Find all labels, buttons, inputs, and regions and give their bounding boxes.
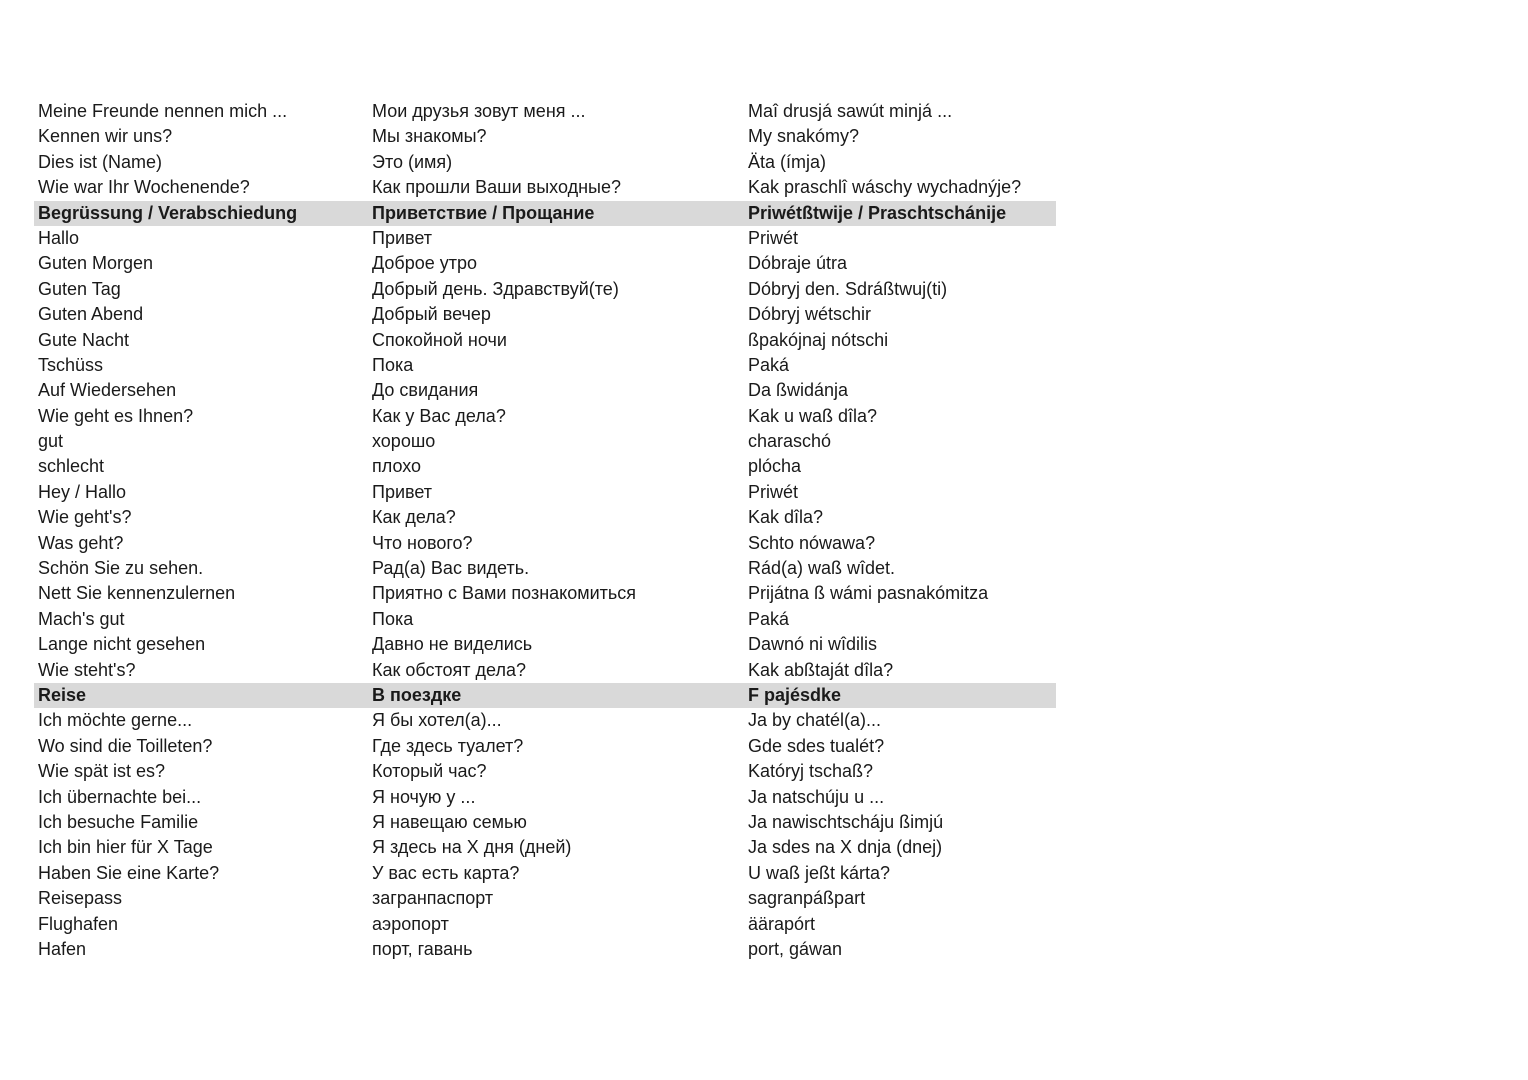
russian-cell: хорошо: [372, 431, 436, 452]
transliteration-cell: Paká: [748, 608, 790, 629]
russian-cell: Приятно с Вами познакомиться: [372, 583, 637, 604]
transliteration-cell: Ja nawischtscháju ßimjú: [748, 811, 944, 832]
transliteration-cell: Priwétßtwije / Praschtschánije: [748, 202, 1007, 223]
phrase-row: [34, 226, 1056, 251]
german-cell: Meine Freunde nennen mich ...: [38, 101, 288, 121]
transliteration-cell: Ja sdes na X dnja (dnej): [748, 837, 943, 858]
russian-cell: Привет: [372, 227, 433, 248]
phrase-row: [34, 175, 1056, 200]
german-cell: Wie geht es Ihnen?: [38, 405, 194, 426]
phrase-row: [34, 734, 1056, 759]
russian-cell: Пока: [372, 608, 414, 629]
german-cell: Reisepass: [38, 888, 123, 909]
phrase-row: [34, 378, 1056, 403]
transliteration-cell: Priwét: [748, 227, 799, 248]
phrase-row: [34, 759, 1056, 784]
phrase-row: [34, 124, 1056, 149]
german-cell: Haben Sie eine Karte?: [38, 862, 220, 883]
german-cell: Ich übernachte bei...: [38, 786, 202, 807]
transliteration-cell: Dóbraje útra: [748, 253, 848, 274]
phrase-row: [34, 531, 1056, 556]
transliteration-cell: Äta (ímja): [748, 151, 827, 172]
phrase-row: [34, 861, 1056, 886]
german-cell: Lange nicht gesehen: [38, 634, 206, 655]
german-cell: Schön Sie zu sehen.: [38, 558, 204, 579]
russian-cell: Мои друзья зовут меня ...: [372, 101, 586, 121]
phrase-row: [34, 302, 1056, 327]
transliteration-cell: Katóryj tschaß?: [748, 761, 874, 782]
transliteration-cell: Kak praschlî wáschy wychadnýje?: [748, 177, 1022, 198]
german-cell: Wo sind die Toilleten?: [38, 735, 213, 756]
russian-cell: Как у Вас дела?: [372, 405, 506, 426]
russian-cell: У вас есть карта?: [372, 862, 520, 883]
german-cell: Gute Nacht: [38, 329, 130, 350]
phrase-row: [34, 937, 1056, 962]
transliteration-cell: Da ßwidánja: [748, 380, 849, 401]
russian-cell: Я навещаю семью: [372, 811, 527, 832]
phrase-row: [34, 454, 1056, 479]
russian-cell: Давно не виделись: [372, 634, 533, 655]
russian-cell: В поездке: [372, 684, 462, 705]
phrase-table: [34, 99, 1056, 962]
german-cell: Wie geht's?: [38, 507, 132, 528]
phrase-row: [34, 277, 1056, 302]
russian-cell: Добрый день. Здравствуй(те): [372, 278, 619, 299]
phrase-row: [34, 353, 1056, 378]
transliteration-cell: Paká: [748, 354, 790, 375]
transliteration-cell: Priwét: [748, 481, 799, 502]
transliteration-cell: F pajésdke: [748, 684, 842, 705]
german-cell: Wie spät ist es?: [38, 761, 166, 782]
phrase-row: [34, 708, 1056, 733]
german-cell: schlecht: [38, 456, 105, 477]
german-cell: Mach's gut: [38, 608, 125, 629]
phrase-row: [34, 404, 1056, 429]
transliteration-cell: sagranpáßpart: [748, 888, 866, 909]
russian-cell: Добрый вечер: [372, 304, 491, 325]
transliteration-cell: My snakómy?: [748, 126, 860, 147]
transliteration-cell: charaschó: [748, 431, 832, 452]
german-cell: Wie war Ihr Wochenende?: [38, 177, 250, 198]
phrase-row: [34, 328, 1056, 353]
phrase-row: [34, 505, 1056, 530]
phrase-row: [34, 150, 1056, 175]
transliteration-cell: Dóbryj den. Sdráßtwuj(ti): [748, 278, 948, 299]
transliteration-cell: Ja by chatél(a)...: [748, 710, 882, 731]
german-cell: Reise: [38, 684, 87, 705]
german-cell: Guten Tag: [38, 278, 121, 299]
transliteration-cell: ßpakójnaj nótschi: [748, 329, 889, 350]
transliteration-cell: Dóbryj wétschir: [748, 304, 872, 325]
russian-cell: Что нового?: [372, 532, 473, 553]
russian-cell: загранпаспорт: [372, 888, 494, 909]
russian-cell: До свидания: [372, 380, 479, 401]
german-cell: Wie steht's?: [38, 659, 136, 680]
german-cell: Hey / Hallo: [38, 481, 127, 502]
transliteration-cell: Ja natschúju u ...: [748, 786, 885, 807]
russian-cell: Я здесь на X дня (дней): [372, 837, 572, 858]
german-cell: Ich bin hier für X Tage: [38, 837, 213, 858]
german-cell: Guten Morgen: [38, 253, 154, 274]
german-cell: Ich besuche Familie: [38, 811, 199, 832]
phrase-row: [34, 429, 1056, 454]
german-cell: Hallo: [38, 227, 80, 248]
transliteration-cell: plócha: [748, 456, 802, 477]
german-cell: gut: [38, 431, 64, 452]
russian-cell: Мы знакомы?: [372, 126, 487, 147]
russian-cell: Рад(а) Вас видеть.: [372, 558, 530, 579]
transliteration-cell: Prijátna ß wámi pasnakómitza: [748, 583, 989, 604]
transliteration-cell: Maî drusjá sawút minjá ...: [748, 101, 953, 121]
russian-cell: плохо: [372, 456, 422, 477]
german-cell: Guten Abend: [38, 304, 144, 325]
german-cell: Kennen wir uns?: [38, 126, 173, 147]
russian-cell: Как прошли Ваши выходные?: [372, 177, 621, 198]
russian-cell: Спокойной ночи: [372, 329, 507, 350]
transliteration-cell: Kak u waß dîla?: [748, 405, 878, 426]
russian-cell: Я бы хотел(а)...: [372, 710, 502, 731]
russian-cell: порт, гавань: [372, 938, 473, 959]
phrase-row: [34, 632, 1056, 657]
transliteration-cell: U waß jeßt kárta?: [748, 862, 891, 883]
phrase-row: [34, 785, 1056, 810]
german-cell: Nett Sie kennenzulernen: [38, 583, 236, 604]
transliteration-cell: Rád(a) waß wîdet.: [748, 558, 896, 579]
german-cell: Tschüss: [38, 354, 104, 375]
transliteration-cell: Schto nówawa?: [748, 532, 876, 553]
phrase-row: [34, 581, 1056, 606]
phrase-row: [34, 835, 1056, 860]
german-cell: Begrüssung / Verabschiedung: [38, 202, 298, 223]
german-cell: Dies ist (Name): [38, 151, 163, 172]
russian-cell: Это (имя): [372, 151, 453, 172]
phrase-row: [34, 658, 1056, 683]
russian-cell: Пока: [372, 354, 414, 375]
russian-cell: Приветствие / Прощание: [372, 202, 595, 223]
russian-cell: Как дела?: [372, 507, 456, 528]
russian-cell: Привет: [372, 481, 433, 502]
russian-cell: Который час?: [372, 761, 487, 782]
russian-cell: Как обстоят дела?: [372, 659, 526, 680]
russian-cell: аэропорт: [372, 913, 449, 934]
phrase-row: [34, 99, 1056, 124]
german-cell: Ich möchte gerne...: [38, 710, 193, 731]
phrase-row: [34, 251, 1056, 276]
transliteration-cell: Kak abßtaját dîla?: [748, 659, 894, 680]
phrase-row: [34, 480, 1056, 505]
transliteration-cell: port, gáwan: [748, 938, 843, 959]
phrase-row: [34, 607, 1056, 632]
section-header-row: [34, 683, 1056, 708]
russian-cell: Я ночую у ...: [372, 786, 476, 807]
section-header-row: [34, 201, 1056, 226]
transliteration-cell: Dawnó ni wîdilis: [748, 634, 878, 655]
phrase-row: [34, 912, 1056, 937]
transliteration-cell: äärapórt: [748, 913, 816, 934]
russian-cell: Доброе утро: [372, 253, 478, 274]
german-cell: Was geht?: [38, 532, 124, 553]
russian-cell: Где здесь туалет?: [372, 735, 524, 756]
german-cell: Flughafen: [38, 913, 119, 934]
phrase-row: [34, 886, 1056, 911]
phrase-row: [34, 556, 1056, 581]
transliteration-cell: Kak dîla?: [748, 507, 824, 528]
german-cell: Hafen: [38, 938, 87, 959]
phrase-row: [34, 810, 1056, 835]
german-cell: Auf Wiedersehen: [38, 380, 177, 401]
transliteration-cell: Gde sdes tualét?: [748, 735, 885, 756]
